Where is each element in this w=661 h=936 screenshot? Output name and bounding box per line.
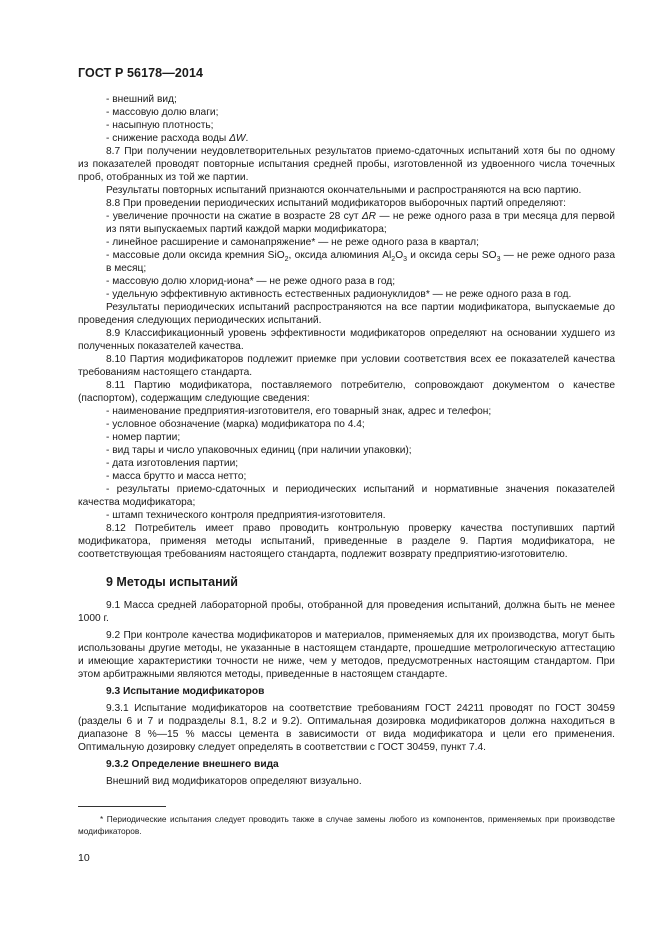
- page-number: 10: [78, 852, 90, 864]
- subscript: 2: [391, 256, 396, 264]
- formula-text: — не реже одного раза в месяц;: [106, 250, 616, 274]
- subheading-9-3: 9.3 Испытание модификаторов: [106, 686, 265, 697]
- list-item: [78, 249, 615, 275]
- clause-8-9: 8.9 Классификационный уровень эффективности модификаторов определяют на основании худшего из полученных показателей качества.: [78, 328, 615, 352]
- clause-8-7-result: Результаты повторных испытаний признаются окончательными и распространяются на всю партию.: [106, 185, 582, 196]
- clause-9-3-2: Внешний вид модификаторов определяют визуально.: [106, 776, 362, 787]
- document-header: ГОСТ Р 56178—2014: [78, 66, 204, 80]
- list-end: .: [245, 133, 249, 144]
- clause-8-10: 8.10 Партия модификаторов подлежит приемке при условии соответствия всех ее показателей качества требованиям настоящего стандарта.: [78, 354, 615, 378]
- list-item: - внешний вид;: [106, 94, 177, 105]
- clause-8-8-result: Результаты периодических испытаний распространяются на все партии модификатора, выпускаемые до проведения следующих периодических испытаний.: [78, 302, 615, 326]
- clause-8-7: 8.7 При получении неудовлетворительных результатов приемо-сдаточных испытаний хотя бы по одному из показателей проводят повторные испытания средней пробы, изготовленной из удвоенного числа точечных проб, отобранных из той же партии.: [78, 146, 615, 183]
- list-item: - массовую долю влаги;: [106, 107, 219, 118]
- footnote: * Периодические испытания следует проводить также в случае замены любого из компонентов, применяемых при производстве модификаторов.: [78, 814, 615, 836]
- subheading-9-3-2: 9.3.2 Определение внешнего вида: [106, 759, 279, 770]
- clause-8-8: 8.8 При проведении периодических испытаний модификаторов выборочных партий определяют:: [106, 198, 566, 209]
- clause-8-11: 8.11 Партию модификатора, поставляемого потребителю, сопровождают документом о качестве (паспортом), содержащим следующие сведения:: [78, 380, 615, 404]
- list-item: - штамп технического контроля предприятия-изготовителя.: [106, 510, 386, 521]
- list-text: — не реже одного раза в три месяца для первой из пяти выпускаемых партий каждой марки модификатора;: [106, 211, 615, 235]
- page-body: [78, 93, 615, 788]
- list-item: - условное обозначение (марка) модификатора по 4.4;: [106, 419, 365, 430]
- clause-9-1: 9.1 Масса средней лабораторной пробы, отобранной для проведения испытаний, должна быть не менее 1000 г.: [78, 600, 615, 624]
- subscript: 2: [284, 256, 289, 264]
- formula-text: , оксида алюминия Al: [288, 250, 392, 261]
- list-item: - вид тары и число упаковочных единиц (при наличии упаковки);: [106, 445, 412, 456]
- list-item: [78, 132, 615, 145]
- clause-9-3-1: 9.3.1 Испытание модификаторов на соответствие требованиям ГОСТ 24211 проводят по ГОСТ 30459 (разделы 6 и 7 и подразделы 8.1, 8.2 и 9.2). Оптимальная дозировка модификаторов должна находиться в диапазоне 8 %—15 % массы цемента в зависимости от вида модификатора и цели его применения. Оптимальную дозировку следует определять в соответствии с ГОСТ 30459, пункт 7.4.: [78, 703, 615, 753]
- list-item: - удельную эффективную активность естественных радионуклидов* — не реже одного раза в год.: [106, 289, 572, 300]
- footnote-separator: [78, 806, 166, 807]
- section-heading-9: 9 Методы испытаний: [106, 575, 238, 589]
- formula-text: - массовые доли оксида кремния SiO: [106, 250, 285, 261]
- list-item: - номер партии;: [106, 432, 181, 443]
- list-item: - массовую долю хлорид-иона* — не реже одного раза в год;: [106, 276, 396, 287]
- list-item: [78, 210, 615, 236]
- list-text: - увеличение прочности на сжатие в возрасте 28 сут: [106, 211, 362, 222]
- formula-text: O: [395, 250, 404, 261]
- delta-w-symbol: ΔW: [229, 133, 246, 144]
- formula-text: и оксида серы SO: [407, 250, 497, 261]
- list-item: - насыпную плотность;: [106, 120, 214, 131]
- list-item: - масса брутто и масса нетто;: [106, 471, 247, 482]
- delta-r-symbol: ΔR: [361, 211, 377, 222]
- clause-8-12: 8.12 Потребитель имеет право проводить контрольную проверку качества поступивших партий модификатора, применяя методы испытаний, приведенные в разделе 9. Партия модификатора, не соответствующая требованиям настоящего стандарта, подлежит возврату предприятию-изготовителю.: [78, 523, 615, 560]
- subscript: 3: [403, 256, 408, 264]
- clause-9-2: 9.2 При контроле качества модификаторов и материалов, применяемых для их производства, могут быть использованы другие методы, не указанные в настоящем стандарте, прошедшие метрологическую аттестацию и имеющие характеристики точности не ниже, чем у методов, предусмотренных настоящим стандартом. При этом арбитражными являются методы, приведенные в настоящем стандарте.: [78, 630, 615, 680]
- list-item: - линейное расширение и самонапряжение* — не реже одного раза в квартал;: [106, 237, 479, 248]
- list-item: - наименование предприятия-изготовителя, его товарный знак, адрес и телефон;: [106, 406, 492, 417]
- subscript: 3: [496, 256, 501, 264]
- list-text: - снижение расхода воды: [106, 133, 230, 144]
- list-item: - результаты приемо-сдаточных и периодических испытаний и нормативные значения показателей качества модификатора;: [78, 484, 615, 508]
- list-item: - дата изготовления партии;: [106, 458, 239, 469]
